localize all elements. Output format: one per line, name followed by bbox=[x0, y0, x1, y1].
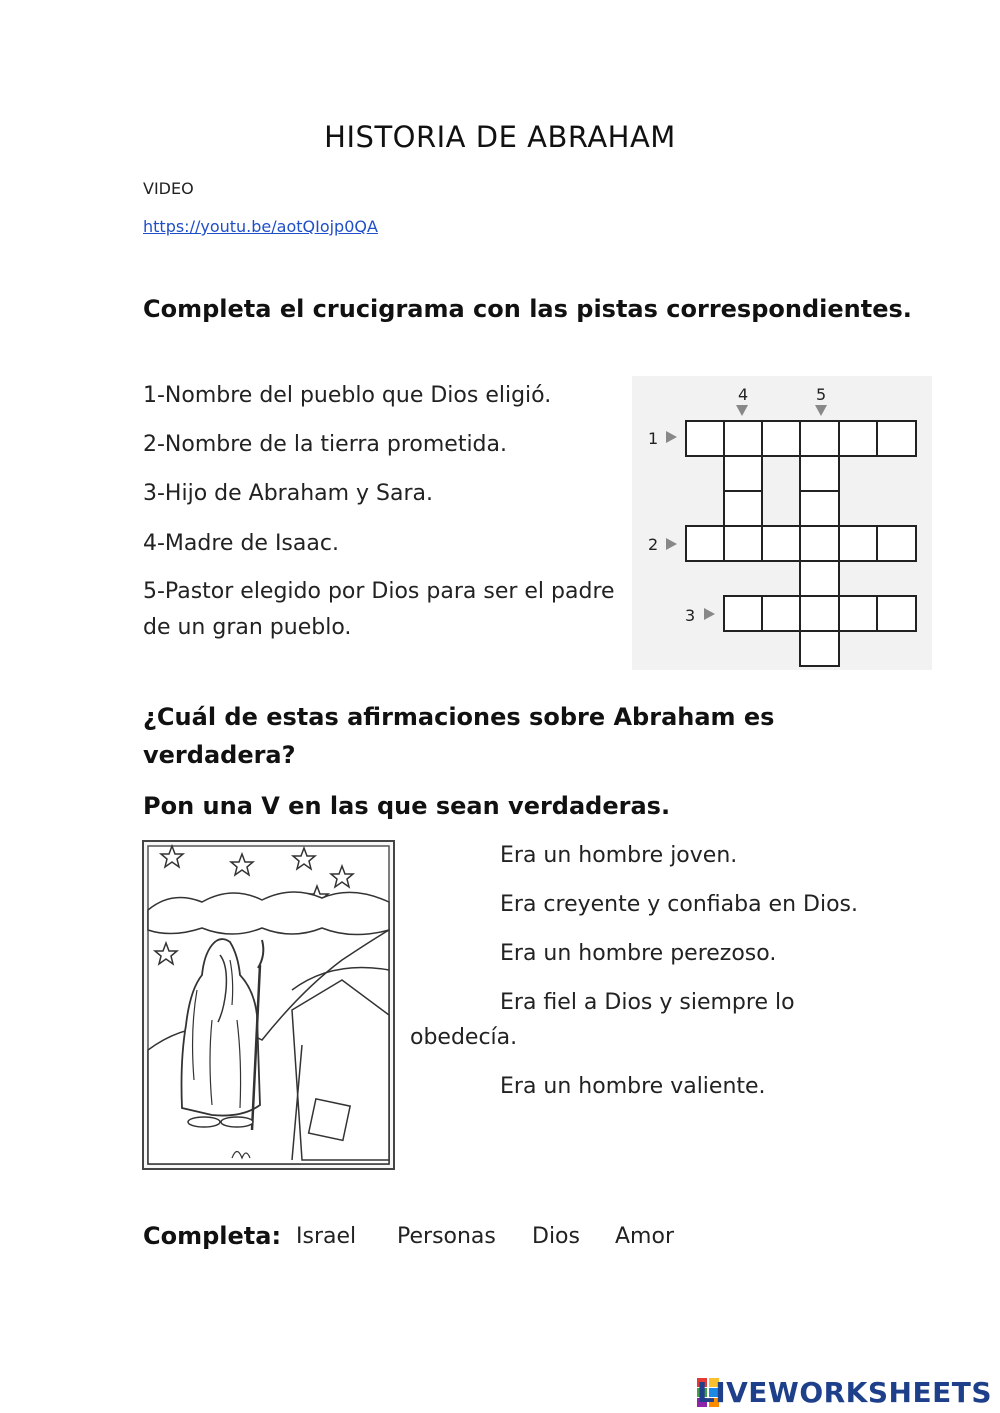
crossword-cell[interactable] bbox=[800, 631, 839, 666]
crossword-cell[interactable] bbox=[800, 596, 839, 631]
crossword-cell[interactable] bbox=[877, 596, 916, 631]
statement-1: Era un hombre joven. bbox=[500, 843, 738, 868]
statement-2: Era creyente y confiaba en Dios. bbox=[500, 892, 858, 917]
question-line-1: ¿Cuál de estas afirmaciones sobre Abraham es bbox=[143, 703, 775, 731]
abraham-illustration bbox=[142, 840, 395, 1170]
video-label: VIDEO bbox=[143, 179, 194, 198]
clue-number-1: 1 bbox=[648, 429, 659, 448]
statement-4: Era fiel a Dios y siempre lo bbox=[500, 990, 795, 1015]
word-option[interactable]: Personas bbox=[397, 1224, 496, 1249]
clue-number-5: 5 bbox=[816, 385, 827, 404]
crossword-cell[interactable] bbox=[839, 526, 877, 561]
word-option[interactable]: Israel bbox=[296, 1224, 357, 1249]
clue-2: 2-Nombre de la tierra prometida. bbox=[143, 432, 507, 457]
clue-number-2: 2 bbox=[648, 535, 659, 554]
crossword-heading: Completa el crucigrama con las pistas correspondientes. bbox=[143, 295, 912, 323]
instruction: Pon una V en las que sean verdaderas. bbox=[143, 792, 671, 820]
crossword-cell[interactable] bbox=[839, 421, 877, 456]
clue-5-continued: de un gran pueblo. bbox=[143, 615, 352, 640]
clue-5: 5-Pastor elegido por Dios para ser el padre bbox=[143, 579, 615, 604]
clue-3: 3-Hijo de Abraham y Sara. bbox=[143, 481, 434, 506]
crossword-cell[interactable] bbox=[839, 596, 877, 631]
crossword-cell[interactable] bbox=[724, 596, 762, 631]
page-title: HISTORIA DE ABRAHAM bbox=[324, 120, 676, 154]
word-option[interactable]: Amor bbox=[615, 1224, 674, 1249]
crossword-cell[interactable] bbox=[724, 421, 762, 456]
crossword-cell[interactable] bbox=[724, 491, 762, 526]
crossword-cell[interactable] bbox=[877, 421, 916, 456]
crossword-cell[interactable] bbox=[686, 421, 724, 456]
clue-number-4: 4 bbox=[738, 385, 749, 404]
statement-3: Era un hombre perezoso. bbox=[500, 941, 777, 966]
crossword-cell[interactable] bbox=[800, 491, 839, 526]
statement-5: Era un hombre valiente. bbox=[500, 1074, 766, 1099]
video-link[interactable]: https://youtu.be/aotQIojp0QA bbox=[143, 217, 378, 236]
crossword-cell[interactable] bbox=[800, 526, 839, 561]
question-line-2: verdadera? bbox=[143, 741, 296, 769]
crossword-cell[interactable] bbox=[877, 526, 916, 561]
crossword-cell[interactable] bbox=[762, 421, 800, 456]
crossword-cell[interactable] bbox=[686, 526, 724, 561]
word-option[interactable]: Dios bbox=[532, 1224, 580, 1249]
clue-4: 4-Madre de Isaac. bbox=[143, 531, 339, 556]
statement-4-continued: obedecía. bbox=[410, 1025, 518, 1050]
crossword-cell[interactable] bbox=[800, 561, 839, 596]
crossword-cell[interactable] bbox=[800, 421, 839, 456]
complete-label: Completa: bbox=[143, 1222, 282, 1250]
crossword-cell[interactable] bbox=[724, 456, 762, 491]
clue-number-3: 3 bbox=[685, 606, 696, 625]
crossword-cell[interactable] bbox=[724, 526, 762, 561]
crossword-grid bbox=[632, 376, 932, 670]
crossword-cell[interactable] bbox=[762, 596, 800, 631]
crossword-cell[interactable] bbox=[800, 456, 839, 491]
brand-name: LIVEWORKSHEETS bbox=[696, 1376, 992, 1409]
crossword-cell[interactable] bbox=[762, 526, 800, 561]
clue-1: 1-Nombre del pueblo que Dios eligió. bbox=[143, 383, 552, 408]
